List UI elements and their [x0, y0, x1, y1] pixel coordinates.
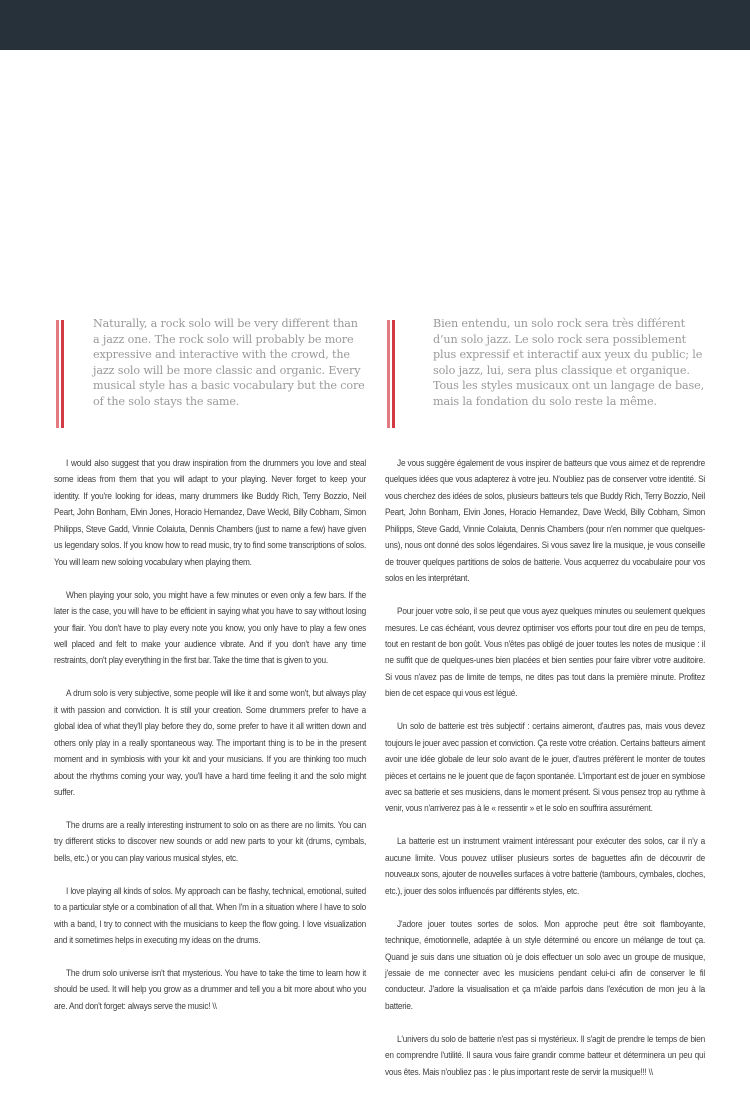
paragraph: When playing your solo, you might have a few minutes or even only a few bars. If the later is the case, you will have to be efficient in saying what you have to say without losing your flair. You don't have to play every note you know, you only have to play a few ones well placed and felt to make your audience vibrate. And if you don't have any time restraints, don't play everything in the first bar. Take the time that is given to you. — [54, 589, 367, 667]
top-bar — [0, 0, 750, 50]
french-column — [385, 316, 705, 1098]
pull-quote-text: Naturally, a rock solo will be very different than a jazz one. The rock solo will probably be more expressive and interactive with the crowd, the jazz solo will be more classic and organic. Every musical style has a basic vocabulary but the core of the solo stays the same. — [93, 317, 365, 408]
paragraph: I would also suggest that you draw inspiration from the drummers you love and steal some ideas from them that you will adapt to your playing. Never forget to keep your identity. If you're looking for ideas, many drummers like Buddy Rich, Terry Bozzio, Neil Peart, John Bonham, Elvin Jones, Horacio Hernandez, Dave Weckl, Billy Cobham, Simon Philipps, Steve Gadd, Vinnie Colaiuta, Dennis Chambers (just to name a few) have given us legendary solos. If you know how to read music, try to find some transcriptions of solos. You will learn new soloing vocabulary when playing them. — [54, 458, 367, 568]
paragraph: The drums are a really interesting instrument to solo on as there are no limits. You can try different sticks to discover new sounds or add new parts to your kit (drums, cymbals, bells, etc.) or you can play various musical styles, etc. — [54, 819, 367, 864]
article-body-english — [54, 456, 366, 1015]
pull-quote-english — [54, 316, 366, 428]
quote-bar-dark — [61, 320, 64, 428]
quote-bar-icon — [56, 320, 66, 428]
quote-bar-dark — [392, 320, 395, 428]
paragraph: La batterie est un instrument vraiment intéressant pour exécuter des solos, car il n'y a aucune limite. Vous pouvez utiliser plusieurs sortes de baguettes afin de découvrir de nouveaux sons, ajouter de nouvelles surfaces à votre batterie (tambours, cymbales, cloches, etc.), jouer des solos influencés par différents styles, etc. — [385, 836, 706, 897]
paragraph: L'univers du solo de batterie n'est pas si mystérieux. Il s'agit de prendre le temps de bien en comprendre l'utilité. Il saura vous faire grandir comme batteur et déterminera un peu qui vous êtes. Mais n'oubliez pas : le plus important reste de servir la musique!!! \\ — [385, 1033, 706, 1078]
paragraph: The drum solo universe isn't that mysterious. You have to take the time to learn how it should be used. It will help you grow as a drummer and tell you a bit more about who you are. And don't forget: always serve the music! \\ — [54, 967, 367, 1012]
paragraph: A drum solo is very subjective, some people will like it and some won't, but always play it with passion and conviction. It is still your creation. Some drummers prefer to have a global idea of what they'll play before they do, some prefer to have it all written down and others only play in a really spontaneous way. The important thing is to be in the present moment and in symbiosis with your kit and your musicians. If you are thinking too much about the rhythms coming your way, you'll have a hard time feeling it and the solo might suffer. — [54, 688, 367, 799]
english-column — [54, 316, 366, 1032]
paragraph: I love playing all kinds of solos. My approach can be flashy, technical, emotional, suited to a particular style or a combination of all that. When I'm in a situation where I have to solo with a band, I try to connect with the musicians to keep the flow going. I love visualization and it sometimes helps in executing my ideas on the drums. — [54, 885, 367, 947]
pull-quote-text: Bien entendu, un solo rock sera très différent d’un solo jazz. Le solo rock sera possiblement plus expressif et interactif aux yeux du public; le solo jazz, lui, sera plus classique et organique. Tous les styles musicaux ont un langage de base, mais la fondation du solo reste la même. — [433, 317, 704, 408]
article-body-french — [385, 456, 705, 1081]
quote-bar-light — [387, 320, 390, 428]
paragraph: Un solo de batterie est très subjectif : certains aimeront, d'autres pas, mais vous devez toujours le jouer avec passion et conviction. Ça reste votre création. Certains batteurs aiment avoir une idée globale de leur solo avant de le jouer, d'autres préfèrent le monter de toutes pièces et certains ne le jouent que de façon spontanée. L'important est de jouer en symbiose avec sa batterie et ses musiciens, dans le moment présent. Si vous pensez trop au rythme à venir, vous n'arriverez pas à le « ressentir » et le solo en souffrira assurément. — [385, 721, 706, 815]
paragraph: Pour jouer votre solo, il se peut que vous ayez quelques minutes ou seulement quelques mesures. Le cas échéant, vous devrez optimiser vos efforts pour tout dire en peu de temps, tout en restant de bon goût. Vous n'êtes pas obligé de jouer toutes les notes de musique : il ne suffit que de quelques-unes bien placées et bien senties pour faire vibrer votre auditoire. Si vous n'avez pas de limite de temps, ne dites pas tout dans la première minute. Profitez bien de cet espace qui vous est légué. — [385, 606, 706, 700]
quote-bar-icon — [387, 320, 397, 428]
paragraph: Je vous suggère également de vous inspirer de batteurs que vous aimez et de reprendre quelques idées que vous adapterez à votre jeu. N'oubliez pas de conserver votre identité. Si vous cherchez des idées de solos, plusieurs batteurs tels que Buddy Rich, Terry Bozzio, Neil Peart, John Bonham, Elvin Jones, Horacio Hernandez, Dave Weckl, Billy Cobham, Simon Philipps, Steve Gadd, Vinnie Colaiuta, Dennis Chambers (pour n'en nommer que quelques-uns), nous ont donné des solos légendaires. Si vous savez lire la musique, je vous conseille de trouver quelques partitions de solos de batterie. Vous acquerrez du vocabulaire pour vos solos en les interprétant. — [385, 458, 706, 585]
paragraph: J'adore jouer toutes sortes de solos. Mon approche peut être soit flamboyante, technique, émotionnelle, adaptée à un style déterminé ou encore un mélange de tout ça. Quand je suis dans une situation où je dois effectuer un solo avec un groupe de musique, j'essaie de me connecter avec les musiciens pendant celui-ci afin de conserver le fil conducteur. J'adore la visualisation et ça m'aide parfois dans l'exécution de mon jeu à la batterie. — [385, 918, 706, 1012]
pull-quote-french — [385, 316, 705, 428]
quote-bar-light — [56, 320, 59, 428]
